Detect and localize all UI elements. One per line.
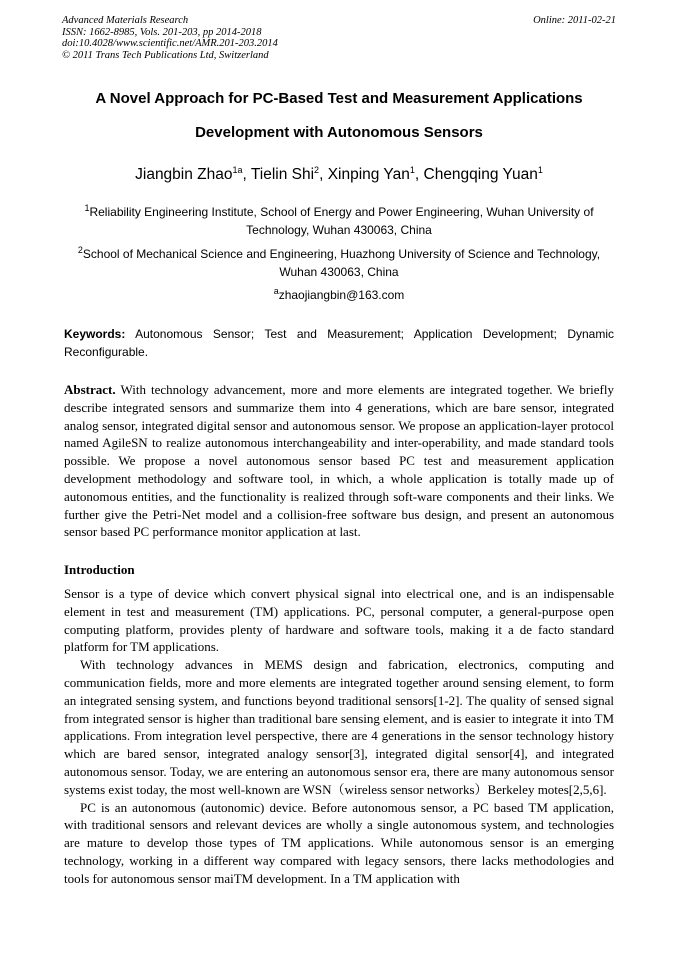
affiliation-text: School of Mechanical Science and Engineering, Huazhong University of Science and Technology, Wuhan 430063, China <box>82 247 601 279</box>
email-mark: a <box>273 286 279 296</box>
author-affiliation-mark: 1 <box>409 164 415 175</box>
affiliation-mark: 2 <box>77 245 83 255</box>
abstract <box>64 381 614 541</box>
author-affiliation-mark: 2 <box>314 164 320 175</box>
author-separator: , <box>242 166 251 183</box>
online-date: Online: 2011-02-21 <box>533 15 616 26</box>
author-name: Xinping Yan <box>327 166 410 183</box>
affiliation-1 <box>60 203 618 239</box>
author-list <box>40 165 638 185</box>
copyright-line: © 2011 Trans Tech Publications Ltd, Switzerland <box>62 49 269 61</box>
affiliation-mark: 1 <box>84 203 90 213</box>
section-heading-introduction: Introduction <box>64 562 135 577</box>
keywords <box>64 325 614 361</box>
email-address: zhaojiangbin@163.com <box>278 288 405 302</box>
paragraph: With technology advances in MEMS design and fabrication, electronics, computing and communication fields, more and more elements are integrated together around sensing element, to form an integrated sensing system, and functions beyond traditional sensors[1-2]. The quality of sensed signal from integrated sensor is higher than traditional bare sensing element, and is easier to integrate it into TM applications. From integration level perspective, there are 4 generations in the sensor technology history which are bared sensor, integrated analogy sensor[3], integrated digital sensor[4], and integrated autonomous sensor. Today, we are entering an autonomous sensor era, there are many autonomous sensor systems exist today, the most well-known are WSN（wireless sensor networks）Berkeley motes[2,5,6]. <box>64 657 614 797</box>
author-affiliation-mark: 1 <box>537 164 543 175</box>
author-affiliation-mark: 1a <box>232 164 243 175</box>
paragraph: PC is an autonomous (autonomic) device. Before autonomous sensor, a PC based TM application, with traditional sensors and relevant devices are wholly a single autonomous system, and technologies are mature to develop those types of TM applications. While autonomous sensor is an emerging technology, working in a different way compared with legacy sensors, there lacks methodologies and tools for autonomous sensor maiTM development. In a TM application with <box>64 799 614 886</box>
keywords-label: Keywords: <box>64 327 126 341</box>
abstract-text: With technology advancement, more and more elements are integrated together. We briefly describe integrated sensors and summarize them into 4 generations, which are bare sensor, integrated analog sensor, integrated digital sensor and autonomous sensor. We propose an application-layer protocol named AgileSN to realize autonomous interchangeability and inter-operability, and made standard tools possible. We propose a novel autonomous sensor based PC test and measurement application development methodology and software tool, in which, a whole application is totally made up of autonomous entities, and the functionality is realized through soft-ware components and their links. We further give the Petri-Net model and a collision-free software bus design, and present an autonomous sensor based PC performance monitor application at last. <box>64 382 614 540</box>
paragraph: Sensor is a type of device which convert physical signal into electrical one, and is an indispensable element in test and measurement (TM) applications. PC, personal computer, a general-purpose open computing platform, provides plenty of hardware and software tools, making it a de facto standard platform for TM applications. <box>64 586 614 655</box>
author-name: Tielin Shi <box>250 166 315 183</box>
journal-header <box>62 15 616 61</box>
corresponding-email <box>60 286 618 304</box>
affiliation-text: Reliability Engineering Institute, School of Energy and Power Engineering, Wuhan University of Technology, Wuhan 430063, China <box>89 205 594 237</box>
journal-name: Advanced Materials Research <box>62 15 189 26</box>
affiliation-2 <box>60 245 618 281</box>
abstract-label: Abstract. <box>64 382 116 397</box>
paper-title-line-2: Development with Autonomous Sensors <box>195 124 483 141</box>
paper-title-line-1: A Novel Approach for PC-Based Test and Measurement Applications <box>95 90 583 107</box>
author-separator: , <box>414 166 424 183</box>
introduction-body <box>64 585 614 888</box>
issn-line: ISSN: 1662-8985, Vols. 201-203, pp 2014-2018 <box>62 26 262 38</box>
keywords-text: Autonomous Sensor; Test and Measurement; Application Development; Dynamic Reconfigurable. <box>64 327 614 359</box>
author-separator: , <box>319 166 328 183</box>
doi-line: doi:10.4028/www.scientific.net/AMR.201-203.2014 <box>62 38 278 49</box>
author-name: Chengqing Yuan <box>423 166 538 183</box>
author-name: Jiangbin Zhao <box>135 166 233 183</box>
